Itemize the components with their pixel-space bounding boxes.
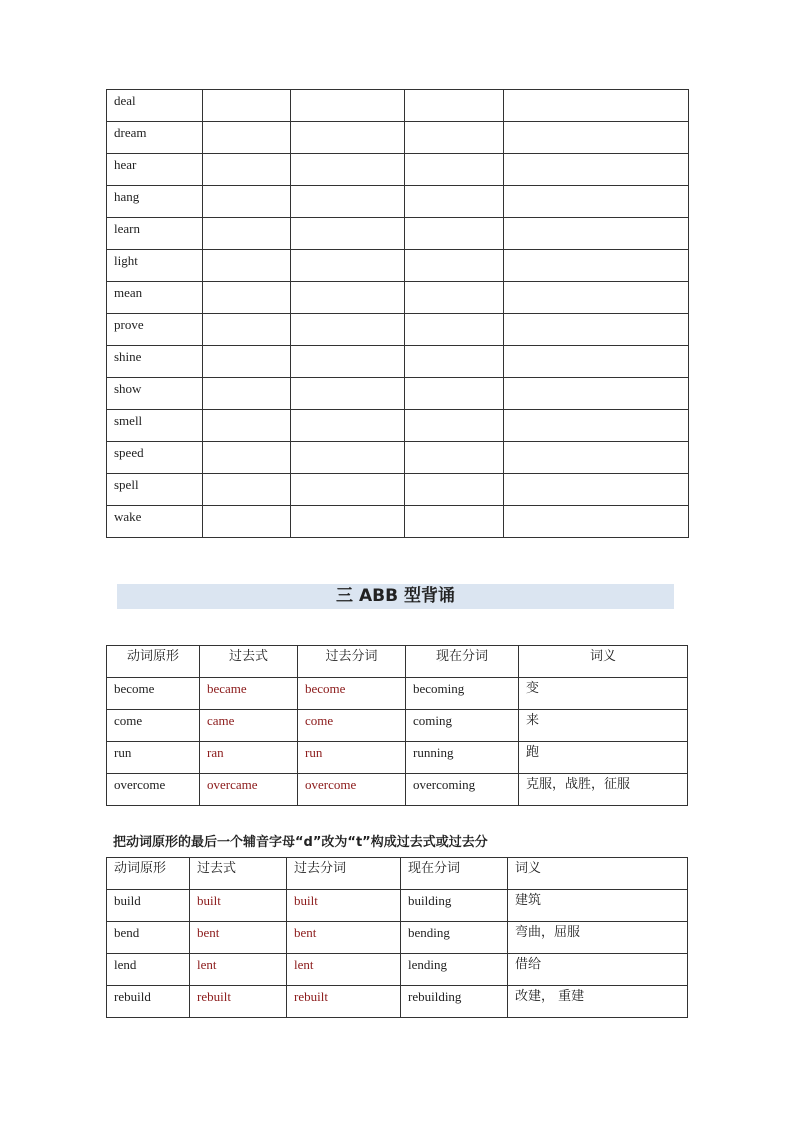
blank-cell: [291, 122, 405, 154]
blank-cell: [291, 250, 405, 282]
table-cell: come: [298, 710, 406, 742]
blank-cell: [291, 186, 405, 218]
table-cell: come: [107, 710, 200, 742]
blank-cell: [405, 90, 504, 122]
verb-cell: light: [107, 250, 203, 282]
column-header: 词义: [519, 646, 688, 678]
blank-cell: [405, 410, 504, 442]
table-cell: become: [298, 678, 406, 710]
blank-cell: [291, 218, 405, 250]
blank-cell: [405, 122, 504, 154]
table-cell: 改建， 重建: [508, 986, 688, 1018]
verb-cell: speed: [107, 442, 203, 474]
blank-verb-table: [106, 89, 689, 538]
table-cell: overcoming: [406, 774, 519, 806]
table-row: [107, 90, 689, 122]
table-cell: bending: [401, 922, 508, 954]
table-row: [107, 506, 689, 538]
verb-cell: mean: [107, 282, 203, 314]
blank-cell: [291, 442, 405, 474]
header-row: [107, 858, 688, 890]
blank-cell: [203, 218, 291, 250]
table-cell: 来: [519, 710, 688, 742]
blank-cell: [291, 346, 405, 378]
table-row: [107, 186, 689, 218]
blank-cell: [504, 378, 689, 410]
table-cell: coming: [406, 710, 519, 742]
table-row: [107, 346, 689, 378]
blank-cell: [291, 506, 405, 538]
table-cell: rebuilt: [190, 986, 287, 1018]
verb-cell: hang: [107, 186, 203, 218]
abb-verb-table-body: [107, 646, 688, 806]
table-row: [107, 890, 688, 922]
blank-cell: [504, 346, 689, 378]
table-row: [107, 442, 689, 474]
table-cell: overcome: [107, 774, 200, 806]
column-header: 过去式: [190, 858, 287, 890]
table-cell: bent: [190, 922, 287, 954]
table-cell: run: [107, 742, 200, 774]
blank-cell: [504, 442, 689, 474]
blank-cell: [203, 378, 291, 410]
table-row: [107, 282, 689, 314]
table-cell: overcome: [298, 774, 406, 806]
table-row: [107, 410, 689, 442]
table-cell: 克服，战胜，征服: [519, 774, 688, 806]
blank-cell: [203, 314, 291, 346]
blank-cell: [405, 250, 504, 282]
table-row: [107, 710, 688, 742]
table-row: [107, 678, 688, 710]
blank-cell: [504, 250, 689, 282]
header-row: [107, 646, 688, 678]
blank-cell: [504, 474, 689, 506]
column-header: 动词原形: [107, 646, 200, 678]
table-cell: rebuilt: [287, 986, 401, 1018]
table-row: [107, 218, 689, 250]
table-cell: lent: [287, 954, 401, 986]
blank-cell: [504, 282, 689, 314]
table-cell: building: [401, 890, 508, 922]
table-cell: bend: [107, 922, 190, 954]
table-cell: rebuilding: [401, 986, 508, 1018]
table-cell: built: [287, 890, 401, 922]
table-cell: build: [107, 890, 190, 922]
blank-cell: [405, 154, 504, 186]
section-title: 三 ABB 型背诵: [117, 584, 674, 609]
table-row: [107, 314, 689, 346]
blank-cell: [203, 346, 291, 378]
verb-cell: spell: [107, 474, 203, 506]
verb-cell: learn: [107, 218, 203, 250]
blank-cell: [203, 442, 291, 474]
d-to-t-verb-table: [106, 857, 688, 1018]
abb-verb-table: [106, 645, 688, 806]
column-header: 现在分词: [401, 858, 508, 890]
blank-cell: [504, 122, 689, 154]
blank-cell: [405, 506, 504, 538]
blank-cell: [291, 410, 405, 442]
blank-cell: [405, 314, 504, 346]
verb-cell: show: [107, 378, 203, 410]
table-cell: lending: [401, 954, 508, 986]
verb-cell: smell: [107, 410, 203, 442]
verb-cell: hear: [107, 154, 203, 186]
table-cell: built: [190, 890, 287, 922]
table-row: [107, 154, 689, 186]
verb-cell: prove: [107, 314, 203, 346]
table-cell: bent: [287, 922, 401, 954]
blank-cell: [291, 474, 405, 506]
column-header: 现在分词: [406, 646, 519, 678]
blank-cell: [203, 122, 291, 154]
verb-cell: wake: [107, 506, 203, 538]
blank-cell: [405, 218, 504, 250]
blank-cell: [405, 282, 504, 314]
blank-cell: [291, 154, 405, 186]
table-row: [107, 474, 689, 506]
table-cell: 跑: [519, 742, 688, 774]
table-row: [107, 774, 688, 806]
blank-cell: [504, 218, 689, 250]
blank-cell: [203, 474, 291, 506]
blank-verb-table-body: [107, 90, 689, 538]
column-header: 过去分词: [298, 646, 406, 678]
table-cell: lend: [107, 954, 190, 986]
table-cell: run: [298, 742, 406, 774]
table-cell: became: [200, 678, 298, 710]
verb-cell: deal: [107, 90, 203, 122]
blank-cell: [203, 90, 291, 122]
table-cell: came: [200, 710, 298, 742]
table-row: [107, 954, 688, 986]
table-row: [107, 922, 688, 954]
blank-cell: [203, 506, 291, 538]
blank-cell: [203, 250, 291, 282]
table-cell: rebuild: [107, 986, 190, 1018]
table-cell: running: [406, 742, 519, 774]
table-row: [107, 122, 689, 154]
blank-cell: [405, 186, 504, 218]
blank-cell: [405, 474, 504, 506]
column-header: 过去式: [200, 646, 298, 678]
blank-cell: [504, 506, 689, 538]
table-row: [107, 378, 689, 410]
blank-cell: [504, 314, 689, 346]
blank-cell: [203, 186, 291, 218]
table-cell: 建筑: [508, 890, 688, 922]
table-row: [107, 742, 688, 774]
table-row: [107, 986, 688, 1018]
verb-cell: dream: [107, 122, 203, 154]
table-row: [107, 250, 689, 282]
column-header: 词义: [508, 858, 688, 890]
table-cell: overcame: [200, 774, 298, 806]
blank-cell: [291, 314, 405, 346]
blank-cell: [291, 282, 405, 314]
table-cell: become: [107, 678, 200, 710]
table-cell: 弯曲，屈服: [508, 922, 688, 954]
blank-cell: [504, 90, 689, 122]
table-cell: lent: [190, 954, 287, 986]
table-cell: becoming: [406, 678, 519, 710]
column-header: 过去分词: [287, 858, 401, 890]
blank-cell: [203, 282, 291, 314]
column-header: 动词原形: [107, 858, 190, 890]
blank-cell: [203, 154, 291, 186]
table-cell: 变: [519, 678, 688, 710]
table-cell: ran: [200, 742, 298, 774]
blank-cell: [203, 410, 291, 442]
table-cell: 借给: [508, 954, 688, 986]
blank-cell: [405, 442, 504, 474]
verb-cell: shine: [107, 346, 203, 378]
blank-cell: [504, 410, 689, 442]
blank-cell: [504, 154, 689, 186]
blank-cell: [291, 378, 405, 410]
d-to-t-verb-table-body: [107, 858, 688, 1018]
blank-cell: [291, 90, 405, 122]
blank-cell: [405, 346, 504, 378]
blank-cell: [405, 378, 504, 410]
blank-cell: [504, 186, 689, 218]
rule-note: 把动词原形的最后一个辅音字母“d”改为“t”构成过去式或过去分: [113, 835, 488, 850]
